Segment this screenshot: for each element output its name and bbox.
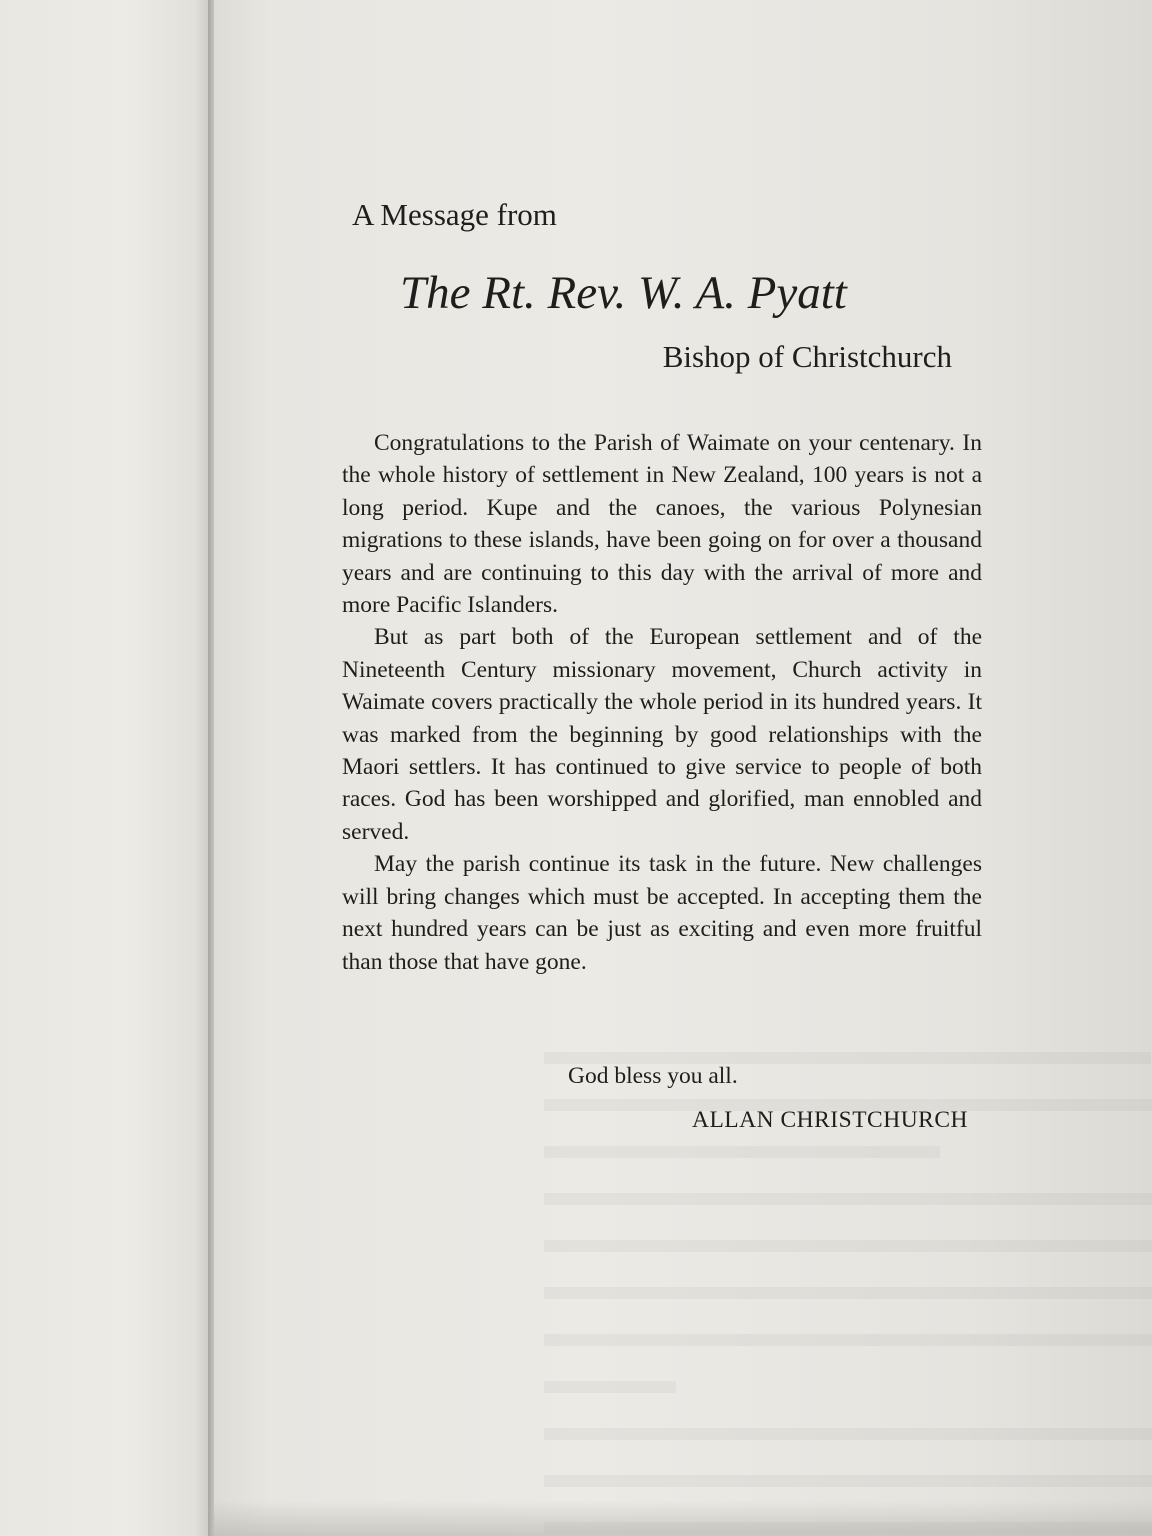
page-shadow bbox=[214, 1500, 1152, 1536]
bishop-name: The Rt. Rev. W. A. Pyatt bbox=[400, 267, 847, 319]
heading-intro: A Message from bbox=[352, 197, 557, 232]
paragraph-2: But as part both of the European settlement and of the Nineteenth Century missionary movement, Church activity in Waimate covers practically the whole period in its hundred years. It was marked from the beginning by good relationships with the Maori settlers. It has continued to give service to people of both races. God has been worshipped and glorified, man ennobled and served. bbox=[342, 624, 982, 845]
signature: ALLAN CHRISTCHURCH bbox=[691, 1107, 968, 1133]
message-body bbox=[342, 427, 982, 978]
paragraph-1: Congratulations to the Parish of Waimate on your centenary. In the whole history of settlement in New Zealand, 100 years is not a long period. Kupe and the canoes, the various Polynesian migrations to these islands, have been going on for over a thousand years and are continuing to this day with the arrival of more and more Pacific Islanders. bbox=[342, 430, 982, 619]
paragraph-3: May the parish continue its task in the future. New challenges will bring changes which must be accepted. In accepting them the next hundred years can be just as exciting and even more fruitful than those that have gone. bbox=[342, 851, 982, 975]
facing-page bbox=[0, 0, 212, 1536]
bishop-office: Bishop of Christchurch bbox=[662, 339, 952, 374]
closing-line: God bless you all. bbox=[568, 1063, 738, 1089]
